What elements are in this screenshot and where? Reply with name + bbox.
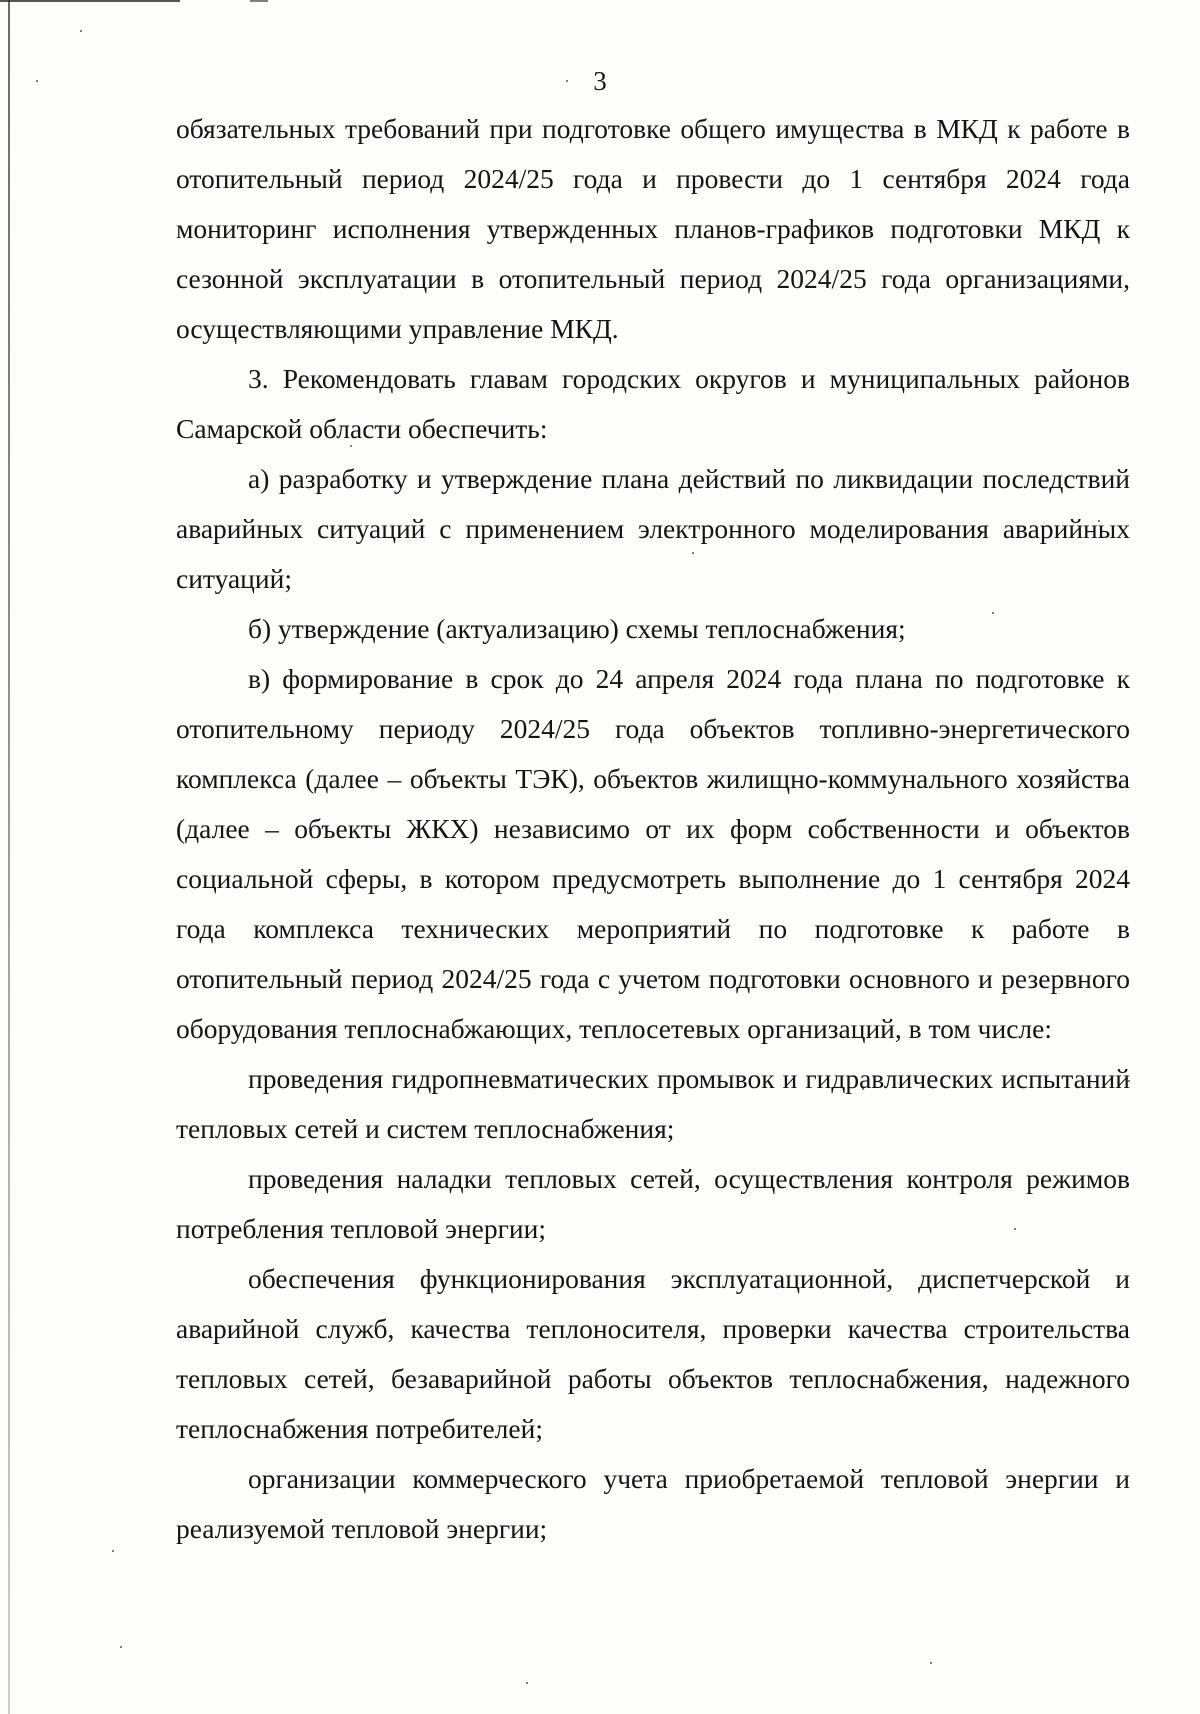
scan-border-top	[0, 0, 180, 2]
scan-border-left	[8, 0, 10, 1714]
scan-speck	[80, 30, 82, 32]
paragraph-subitem-v: в) формирование в срок до 24 апреля 2024 года плана по подготовке к отопительному периоду 2024/25 года объектов топливно-энергетического комплекса (далее – объекты ТЭК), объектов жилищно-коммунального хозяйства (далее – объекты ЖКХ) независимо от их форм собственности и объектов социальной сферы, в котором предусмотреть выполнение до 1 сентября 2024 года комплекса технических мероприятий по подготовке к работе в отопительный период 2024/25 года с учетом подготовки основного и резервного оборудования теплоснабжающих, теплосетевых организаций, в том числе:	[176, 663, 1130, 1044]
scan-speck	[112, 1550, 114, 1552]
paragraph-list-item: организации коммерческого учета приобретаемой тепловой энергии и реализуемой тепловой энергии;	[176, 1463, 1130, 1544]
paragraph-list-item: обеспечения функционирования эксплуатационной, диспетчерской и аварийной служб, качества теплоносителя, проверки качества строительства тепловых сетей, безаварийной работы объектов теплоснабжения, надежного теплоснабжения потребителей;	[176, 1263, 1130, 1444]
scan-border-top-fragment	[250, 0, 268, 2]
scan-speck	[120, 1646, 122, 1648]
document-body	[176, 104, 1130, 1554]
paragraph-item-3: 3. Рекомендовать главам городских округов и муниципальных районов Самарской области обеспечить:	[176, 363, 1130, 444]
scan-speck	[930, 1662, 932, 1664]
scan-speck	[526, 1682, 528, 1684]
paragraph-subitem-a: а) разработку и утверждение плана действий по ликвидации последствий аварийных ситуаций с применением электронного моделирования аварийных ситуаций;	[176, 463, 1130, 594]
paragraph-subitem-b: б) утверждение (актуализацию) схемы теплоснабжения;	[248, 613, 906, 644]
paragraph-list-item: проведения наладки тепловых сетей, осуществления контроля режимов потребления тепловой энергии;	[176, 1163, 1130, 1244]
paragraph-continuation: обязательных требований при подготовке общего имущества в МКД к работе в отопительный период 2024/25 года и провести до 1 сентября 2024 года мониторинг исполнения утвержденных планов-графиков подготовки МКД к сезонной эксплуатации в отопительный период 2024/25 года организациями, осуществляющими управление МКД.	[176, 113, 1130, 344]
paragraph-list-item: проведения гидропневматических промывок и гидравлических испытаний тепловых сетей и систем теплоснабжения;	[176, 1063, 1130, 1144]
page-number: 3	[593, 66, 607, 96]
